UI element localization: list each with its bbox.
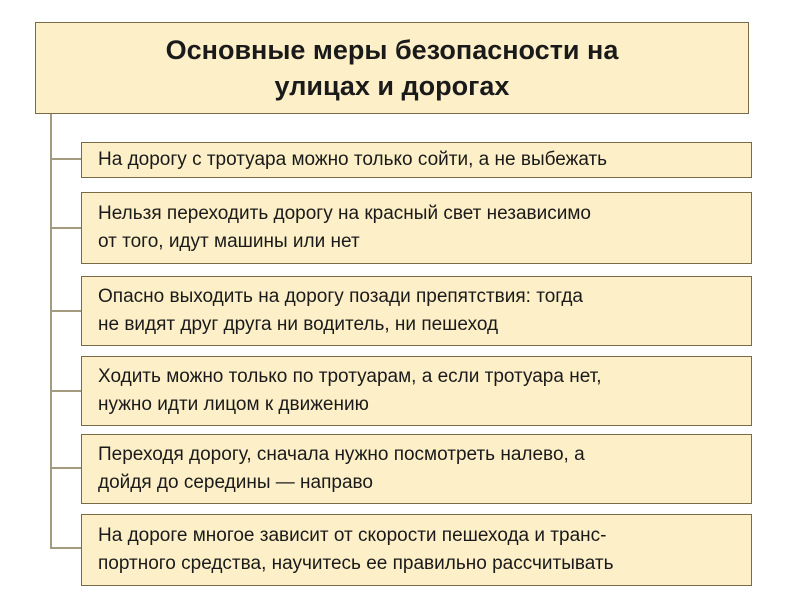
rule-box-2 <box>81 192 752 264</box>
rule-box-6 <box>81 514 752 586</box>
connector-branch-5 <box>50 467 81 469</box>
rule-text-6: На дороге многое зависит от скорости пешехода и транс- портного средства, научитесь ее правильно рассчитывать <box>98 525 614 574</box>
rule-box-3 <box>81 276 752 346</box>
connector-branch-4 <box>50 390 81 392</box>
rule-box-4 <box>81 356 752 426</box>
rule-box-1 <box>81 142 752 178</box>
rule-text-5: Переходя дорогу, сначала нужно посмотреть налево, а дойдя до середины — направо <box>98 444 585 493</box>
diagram-title: Основные меры безопасности на улицах и дорогах <box>165 34 619 101</box>
connector-branch-3 <box>50 310 81 312</box>
connector-branch-2 <box>50 227 81 229</box>
connector-trunk <box>50 114 52 548</box>
rule-box-5 <box>81 434 752 504</box>
rule-text-3: Опасно выходить на дорогу позади препятствия: тогда не видят друг друга ни водитель, ни пешеход <box>98 286 584 335</box>
connector-branch-1 <box>50 158 81 160</box>
title-box <box>35 22 749 114</box>
rule-text-2: Нельзя переходить дорогу на красный свет независимо от того, идут машины или нет <box>98 203 591 252</box>
connector-branch-6 <box>50 547 81 549</box>
rule-text-4: Ходить можно только по тротуарам, а если тротуара нет, нужно идти лицом к движению <box>98 366 602 415</box>
rule-text-1: На дорогу с тротуара можно только сойти, а не выбежать <box>98 149 608 171</box>
